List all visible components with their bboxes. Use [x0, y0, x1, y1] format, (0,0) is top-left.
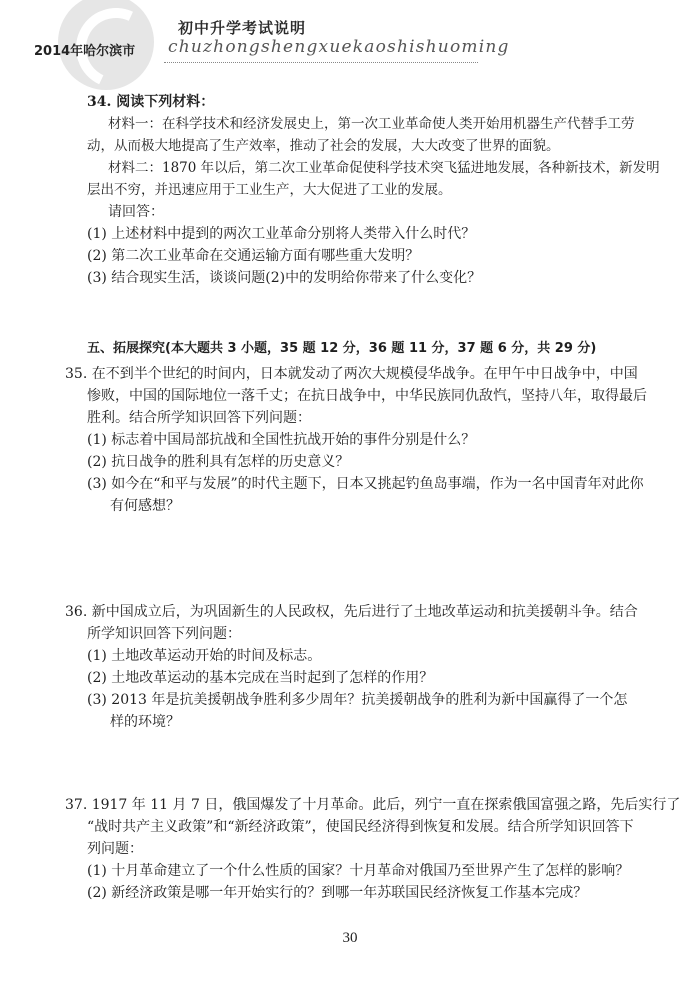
q35-sub3-line2: 有何感想？ — [110, 498, 180, 514]
q37-line1: 37. 1917 年 11 月 7 日，俄国爆发了十月革命。此后，列宁一直在探索俄国富强之路，先后实行了 — [65, 797, 681, 813]
q34-material2-line2: 层出不穷，并迅速应用于工业生产，大大促进了工业的发展。 — [87, 182, 452, 198]
q36-line1: 36. 新中国成立后，为巩固新生的人民政权，先后进行了土地改革运动和抗美援朝斗争。结合 — [65, 604, 638, 620]
q35-line1: 35. 在不到半个世纪的时间内，日本就发动了两次大规模侵华战争。在甲午中日战争中，中国 — [65, 366, 638, 382]
header-rule — [164, 62, 478, 63]
q34-heading: 34. 阅读下列材料： — [87, 94, 215, 110]
q37-sub2: (2) 新经济政策是哪一年开始实行的？到哪一年苏联国民经济恢复工作基本完成？ — [87, 885, 588, 901]
section5-heading: 五、拓展探究(本大题共 3 小题，35 题 12 分，36 题 11 分，37 题 6 分，共 29 分) — [87, 341, 597, 356]
q34-sub1: (1) 上述材料中提到的两次工业革命分别将人类带入什么时代？ — [87, 226, 476, 242]
q35-sub2: (2) 抗日战争的胜利具有怎样的历史意义？ — [87, 454, 350, 470]
q34-sub3: (3) 结合现实生活，谈谈问题(2)中的发明给你带来了什么变化？ — [87, 270, 482, 286]
q35-line2: 惨败，中国的国际地位一落千丈；在抗日战争中，中华民族同仇敌忾，坚持八年，取得最后 — [87, 388, 647, 404]
q34-material1-line2: 动，从而极大地提高了生产效率，推动了社会的发展，大大改变了世界的面貌。 — [87, 138, 560, 154]
q37-line2: “战时共产主义政策”和“新经济政策”，使国民经济得到恢复和发展。结合所学知识回答下 — [87, 819, 634, 835]
q34-sub2: (2) 第二次工业革命在交通运输方面有哪些重大发明？ — [87, 248, 420, 264]
q36-sub1: (1) 土地改革运动开始的时间及标志。 — [87, 648, 322, 664]
q34-material1-line1: 材料一：在科学技术和经济发展史上，第一次工业革命使人类开始用机器生产代替手工劳 — [108, 116, 635, 132]
q35-line3: 胜利。结合所学知识回答下列问题： — [87, 410, 311, 426]
page-number: 30 — [342, 930, 358, 946]
q35-sub3-line1: (3) 如今在“和平与发展”的时代主题下，日本又挑起钓鱼岛事端，作为一名中国青年对此你 — [87, 476, 644, 492]
q36-sub3-line2: 样的环境？ — [110, 714, 180, 730]
q34-material2-line1: 材料二：1870 年以后，第二次工业革命促使科学技术突飞猛进地发展，各种新技术，新发明 — [108, 160, 660, 176]
q37-line3: 列问题： — [87, 841, 143, 857]
header-year-city: 2014年哈尔滨市 — [34, 44, 136, 59]
q36-sub2: (2) 土地改革运动的基本完成在当时起到了怎样的作用？ — [87, 670, 434, 686]
q35-sub1: (1) 标志着中国局部抗战和全国性抗战开始的事件分别是什么？ — [87, 432, 476, 448]
q36-line2: 所学知识回答下列问题： — [87, 626, 241, 642]
header-pinyin: chuzhongshengxuekaoshishuoming — [168, 37, 510, 57]
q37-sub1: (1) 十月革命建立了一个什么性质的国家？十月革命对俄国乃至世界产生了怎样的影响？ — [87, 863, 630, 879]
page-header — [0, 0, 700, 80]
q34-prompt: 请回答： — [108, 204, 164, 220]
header-title: 初中升学考试说明 — [178, 19, 307, 37]
q36-sub3-line1: (3) 2013 年是抗美援朝战争胜利多少周年？抗美援朝战争的胜利为新中国赢得了一个怎 — [87, 692, 628, 708]
